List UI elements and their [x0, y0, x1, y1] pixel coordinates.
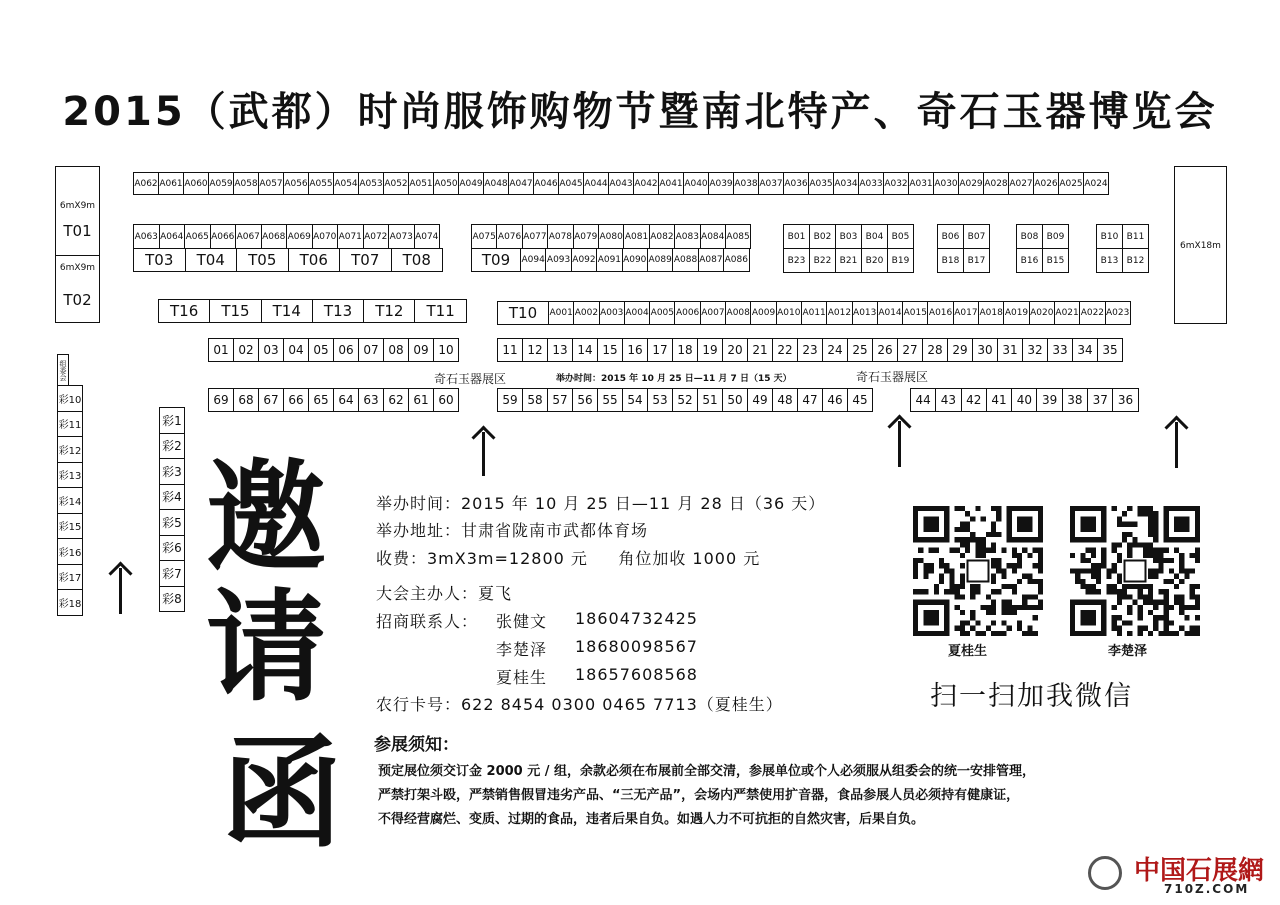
stall-16[interactable]: 16 [622, 338, 648, 362]
stall-51[interactable]: 51 [697, 388, 723, 412]
booth-a074[interactable]: A074 [414, 224, 441, 249]
booth-large-right [1174, 166, 1227, 324]
stall-05[interactable]: 05 [308, 338, 334, 362]
stall-24[interactable]: 24 [822, 338, 848, 362]
stall-40[interactable]: 40 [1011, 388, 1037, 412]
booth-a033[interactable]: A033 [858, 172, 884, 195]
booth-t09[interactable]: T09 [471, 248, 521, 272]
booth-a032[interactable]: A032 [883, 172, 909, 195]
booth-row [498, 301, 1131, 325]
contact-phone-1: 18604732425 [575, 609, 698, 628]
stall-45[interactable]: 45 [847, 388, 873, 412]
booth-a018[interactable]: A018 [978, 301, 1004, 325]
stall-06[interactable]: 06 [333, 338, 359, 362]
contact-phone-3: 18657608568 [575, 665, 698, 684]
booth-a082[interactable]: A082 [649, 224, 675, 249]
stall-row [498, 388, 873, 412]
booth-a063[interactable]: A063 [133, 224, 160, 249]
stall-row [209, 338, 459, 362]
watermark-url: 710Z.COM [1164, 882, 1250, 896]
booth-t07[interactable]: T07 [339, 248, 392, 272]
booth-b18[interactable]: B18 [937, 248, 964, 273]
stall-28[interactable]: 28 [922, 338, 948, 362]
stall-61[interactable]: 61 [408, 388, 434, 412]
contact-name-1: 张健文 [496, 612, 548, 631]
booth-b10[interactable]: B10 [1096, 224, 1123, 249]
booth-a090[interactable]: A090 [622, 248, 648, 272]
stall-03[interactable]: 03 [258, 338, 284, 362]
stall-59[interactable]: 59 [497, 388, 523, 412]
booth-b11[interactable]: B11 [1122, 224, 1149, 249]
color-booth-彩1[interactable]: 彩1 [159, 407, 185, 434]
stall-42[interactable]: 42 [961, 388, 987, 412]
stall-44[interactable]: 44 [910, 388, 936, 412]
booth-t16[interactable]: T16 [158, 299, 210, 323]
stone-logo-icon [1088, 856, 1122, 890]
stall-34[interactable]: 34 [1072, 338, 1098, 362]
booth-a068[interactable]: A068 [261, 224, 288, 249]
booth-a071[interactable]: A071 [337, 224, 364, 249]
stall-35[interactable]: 35 [1097, 338, 1123, 362]
stall-54[interactable]: 54 [622, 388, 648, 412]
booth-a007[interactable]: A007 [700, 301, 726, 325]
info-host: 大会主办人：夏飞 [376, 584, 513, 603]
contact-phone-2: 18680098567 [575, 637, 698, 656]
color-booth-彩3[interactable]: 彩3 [159, 458, 185, 485]
booth-a064[interactable]: A064 [159, 224, 186, 249]
booth-a072[interactable]: A072 [363, 224, 390, 249]
contact-name-3: 夏桂生 [496, 668, 548, 687]
info-contact-label: 招商联系人： [376, 612, 479, 631]
stall-08[interactable]: 08 [383, 338, 409, 362]
color-booth-彩5[interactable]: 彩5 [159, 509, 185, 536]
booth-a025[interactable]: A025 [1058, 172, 1084, 195]
qr-caption: 扫一扫加我微信 [930, 681, 1133, 712]
stall-58[interactable]: 58 [522, 388, 548, 412]
booth-a053[interactable]: A053 [358, 172, 384, 195]
booth-a094[interactable]: A094 [520, 248, 546, 272]
stall-02[interactable]: 02 [233, 338, 259, 362]
color-booth-彩12[interactable]: 彩12 [57, 436, 83, 463]
stall-22[interactable]: 22 [772, 338, 798, 362]
stall-53[interactable]: 53 [647, 388, 673, 412]
stall-row [209, 388, 459, 412]
booth-a041[interactable]: A041 [658, 172, 684, 195]
booth-a022[interactable]: A022 [1079, 301, 1105, 325]
color-booth-彩18[interactable]: 彩18 [57, 589, 83, 616]
stall-15[interactable]: 15 [597, 338, 623, 362]
booth-a040[interactable]: A040 [683, 172, 709, 195]
stall-row [498, 338, 1123, 362]
stall-48[interactable]: 48 [772, 388, 798, 412]
booth-b07[interactable]: B07 [963, 224, 990, 249]
booth-b03[interactable]: B03 [835, 224, 862, 249]
stall-52[interactable]: 52 [672, 388, 698, 412]
booth-b16[interactable]: B16 [1016, 248, 1043, 273]
booth-t03[interactable]: T03 [133, 248, 186, 272]
booth-t05[interactable]: T05 [236, 248, 289, 272]
zone-label-left: 奇石玉器展区 [434, 372, 507, 386]
qr-code-1[interactable] [913, 506, 1043, 636]
stall-56[interactable]: 56 [572, 388, 598, 412]
stall-20[interactable]: 20 [722, 338, 748, 362]
booth-a067[interactable]: A067 [235, 224, 262, 249]
stall-67[interactable]: 67 [258, 388, 284, 412]
arrow-up-icon [1175, 422, 1178, 468]
stall-19[interactable]: 19 [697, 338, 723, 362]
booth-a016[interactable]: A016 [927, 301, 953, 325]
booth-a093[interactable]: A093 [545, 248, 571, 272]
booth-a089[interactable]: A089 [647, 248, 673, 272]
booth-b02[interactable]: B02 [809, 224, 836, 249]
b-group-1-bottom [784, 248, 914, 273]
booth-b04[interactable]: B04 [861, 224, 888, 249]
booth-a092[interactable]: A092 [571, 248, 597, 272]
stall-26[interactable]: 26 [872, 338, 898, 362]
booth-a055[interactable]: A055 [308, 172, 334, 195]
booth-a091[interactable]: A091 [596, 248, 622, 272]
booth-a050[interactable]: A050 [433, 172, 459, 195]
booth-t01-t02-box [55, 166, 100, 323]
notice-line-2: 严禁打架斗殴，严禁销售假冒违劣产品、“三无产品”，会场内严禁使用扩音器，食品参展人员必须持有健康证， [378, 788, 1020, 803]
page-title: 2015（武都）时尚服饰购物节暨南北特产、奇石玉器博览会 [62, 89, 1218, 135]
booth-a051[interactable]: A051 [408, 172, 434, 195]
booth-a065[interactable]: A065 [184, 224, 211, 249]
booth-a034[interactable]: A034 [833, 172, 859, 195]
large-booth-size: 6mX18m [1180, 241, 1221, 251]
booth-b20[interactable]: B20 [861, 248, 888, 273]
qr-code-2[interactable] [1070, 506, 1200, 636]
contact-name-2: 李楚泽 [496, 640, 548, 659]
qr-name-2: 李楚泽 [1108, 644, 1148, 659]
notice-heading: 参展须知： [374, 735, 459, 755]
stall-18[interactable]: 18 [672, 338, 698, 362]
booth-a070[interactable]: A070 [312, 224, 339, 249]
booth-a021[interactable]: A021 [1054, 301, 1080, 325]
color-booth-彩11[interactable]: 彩11 [57, 411, 83, 438]
booth-a006[interactable]: A006 [674, 301, 700, 325]
stall-66[interactable]: 66 [283, 388, 309, 412]
stall-21[interactable]: 21 [747, 338, 773, 362]
booth-a031[interactable]: A031 [908, 172, 934, 195]
stall-49[interactable]: 49 [747, 388, 773, 412]
booth-row [472, 248, 750, 272]
booth-a061[interactable]: A061 [158, 172, 184, 195]
b-group-4-top [1097, 224, 1149, 249]
stall-25[interactable]: 25 [847, 338, 873, 362]
stall-55[interactable]: 55 [597, 388, 623, 412]
booth-a085[interactable]: A085 [725, 224, 751, 249]
booth-a069[interactable]: A069 [286, 224, 313, 249]
booth-a084[interactable]: A084 [700, 224, 726, 249]
t02-size: 6mX9m [59, 263, 96, 273]
booth-t14[interactable]: T14 [261, 299, 313, 323]
booth-a047[interactable]: A047 [508, 172, 534, 195]
watermark-text: 中国石展網 [1134, 856, 1265, 886]
booth-b21[interactable]: B21 [835, 248, 862, 273]
booth-a062[interactable]: A062 [133, 172, 159, 195]
invite-char-2: 请 [206, 577, 326, 718]
booth-a037[interactable]: A037 [758, 172, 784, 195]
booth-a049[interactable]: A049 [458, 172, 484, 195]
committee-booth[interactable]: 组委会 [57, 354, 69, 386]
info-time: 举办时间：2015 年 10 月 25 日—11 月 28 日（36 天） [376, 494, 826, 513]
info-address: 举办地址：甘肃省陇南市武都体育场 [376, 521, 649, 540]
booth-a086[interactable]: A086 [723, 248, 749, 272]
booth-a035[interactable]: A035 [808, 172, 834, 195]
booth-a005[interactable]: A005 [649, 301, 675, 325]
booth-t12[interactable]: T12 [363, 299, 415, 323]
invite-char-1: 邀 [206, 447, 326, 588]
stall-62[interactable]: 62 [383, 388, 409, 412]
stall-14[interactable]: 14 [572, 338, 598, 362]
booth-a026[interactable]: A026 [1033, 172, 1059, 195]
stall-46[interactable]: 46 [822, 388, 848, 412]
booth-a080[interactable]: A080 [598, 224, 624, 249]
stall-27[interactable]: 27 [897, 338, 923, 362]
stall-17[interactable]: 17 [647, 338, 673, 362]
stall-11[interactable]: 11 [497, 338, 523, 362]
stall-09[interactable]: 09 [408, 338, 434, 362]
booth-a043[interactable]: A043 [608, 172, 634, 195]
b-group-1-top [784, 224, 914, 249]
booth-a073[interactable]: A073 [388, 224, 415, 249]
stall-row [911, 388, 1139, 412]
booth-b13[interactable]: B13 [1096, 248, 1123, 273]
booth-t02: T02 [63, 291, 92, 309]
color-booth-彩15[interactable]: 彩15 [57, 513, 83, 540]
booth-a045[interactable]: A045 [558, 172, 584, 195]
booth-a081[interactable]: A081 [623, 224, 649, 249]
stall-13[interactable]: 13 [547, 338, 573, 362]
booth-a001[interactable]: A001 [548, 301, 574, 325]
booth-a054[interactable]: A054 [333, 172, 359, 195]
booth-a011[interactable]: A011 [801, 301, 827, 325]
booth-b09[interactable]: B09 [1042, 224, 1069, 249]
booth-row [134, 248, 443, 272]
color-booth-彩4[interactable]: 彩4 [159, 484, 185, 511]
booth-a046[interactable]: A046 [533, 172, 559, 195]
booth-t11[interactable]: T11 [414, 299, 466, 323]
notice-line-3: 不得经营腐烂、变质、过期的食品，违者后果自负。如遇人力不可抗拒的自然灾害，后果自负。 [378, 812, 925, 827]
stall-64[interactable]: 64 [333, 388, 359, 412]
stall-23[interactable]: 23 [797, 338, 823, 362]
color-booth-彩10[interactable]: 彩10 [57, 385, 83, 412]
booth-t04[interactable]: T04 [185, 248, 238, 272]
booth-a030[interactable]: A030 [933, 172, 959, 195]
color-booth-彩14[interactable]: 彩14 [57, 487, 83, 514]
booth-a029[interactable]: A029 [958, 172, 984, 195]
stall-68[interactable]: 68 [233, 388, 259, 412]
booth-t15[interactable]: T15 [209, 299, 261, 323]
booth-row [472, 224, 751, 249]
booth-a010[interactable]: A010 [776, 301, 802, 325]
stall-60[interactable]: 60 [433, 388, 459, 412]
booth-b23[interactable]: B23 [783, 248, 810, 273]
stall-12[interactable]: 12 [522, 338, 548, 362]
booth-a044[interactable]: A044 [583, 172, 609, 195]
stall-47[interactable]: 47 [797, 388, 823, 412]
stall-69[interactable]: 69 [208, 388, 234, 412]
stall-04[interactable]: 04 [283, 338, 309, 362]
qr-name-1: 夏桂生 [948, 644, 988, 659]
booth-a059[interactable]: A059 [208, 172, 234, 195]
booth-b15[interactable]: B15 [1042, 248, 1069, 273]
booth-a042[interactable]: A042 [633, 172, 659, 195]
stall-43[interactable]: 43 [935, 388, 961, 412]
booth-a076[interactable]: A076 [496, 224, 522, 249]
b-group-3-bottom [1017, 248, 1069, 273]
color-booth-彩2[interactable]: 彩2 [159, 433, 185, 460]
stall-50[interactable]: 50 [722, 388, 748, 412]
info-fee: 收费：3mX3m=12800 元 角位加收 1000 元 [376, 549, 761, 568]
booth-a024[interactable]: A024 [1083, 172, 1109, 195]
booth-b08[interactable]: B08 [1016, 224, 1043, 249]
stall-07[interactable]: 07 [358, 338, 384, 362]
booth-a083[interactable]: A083 [674, 224, 700, 249]
booth-a003[interactable]: A003 [599, 301, 625, 325]
booth-t06[interactable]: T06 [288, 248, 341, 272]
side-booths-mid [159, 408, 185, 612]
booth-a008[interactable]: A008 [725, 301, 751, 325]
color-booth-彩6[interactable]: 彩6 [159, 535, 185, 562]
stall-32[interactable]: 32 [1022, 338, 1048, 362]
booth-a058[interactable]: A058 [233, 172, 259, 195]
booth-a057[interactable]: A057 [258, 172, 284, 195]
b-group-3-top [1017, 224, 1069, 249]
booth-b19[interactable]: B19 [887, 248, 914, 273]
booth-a052[interactable]: A052 [383, 172, 409, 195]
booth-a087[interactable]: A087 [698, 248, 724, 272]
color-booth-彩7[interactable]: 彩7 [159, 560, 185, 587]
booth-a020[interactable]: A020 [1029, 301, 1055, 325]
booth-row [159, 299, 467, 323]
booth-a077[interactable]: A077 [522, 224, 548, 249]
booth-a002[interactable]: A002 [573, 301, 599, 325]
booth-row [134, 224, 440, 249]
zone-label-right: 奇石玉器展区 [856, 370, 929, 384]
booth-a078[interactable]: A078 [547, 224, 573, 249]
watermark-logo [1088, 850, 1274, 900]
stall-39[interactable]: 39 [1036, 388, 1062, 412]
booth-t13[interactable]: T13 [312, 299, 364, 323]
mid-date-label: 举办时间：2015 年 10 月 25 日—11 月 7 日（15 天） [556, 374, 792, 384]
stall-57[interactable]: 57 [547, 388, 573, 412]
b-group-2-bottom [938, 248, 990, 273]
stall-36[interactable]: 36 [1112, 388, 1138, 412]
t01-size: 6mX9m [59, 201, 96, 211]
booth-b05[interactable]: B05 [887, 224, 914, 249]
stall-29[interactable]: 29 [947, 338, 973, 362]
stall-37[interactable]: 37 [1087, 388, 1113, 412]
booth-t08[interactable]: T08 [391, 248, 444, 272]
color-booth-彩8[interactable]: 彩8 [159, 586, 185, 613]
booth-b01[interactable]: B01 [783, 224, 810, 249]
booth-a019[interactable]: A019 [1003, 301, 1029, 325]
stall-65[interactable]: 65 [308, 388, 334, 412]
color-booth-彩16[interactable]: 彩16 [57, 538, 83, 565]
arrow-up-icon [898, 421, 901, 467]
color-booth-彩17[interactable]: 彩17 [57, 564, 83, 591]
stall-63[interactable]: 63 [358, 388, 384, 412]
stall-30[interactable]: 30 [972, 338, 998, 362]
b-group-4-bottom [1097, 248, 1149, 273]
booth-a004[interactable]: A004 [624, 301, 650, 325]
booth-b22[interactable]: B22 [809, 248, 836, 273]
stall-31[interactable]: 31 [997, 338, 1023, 362]
info-bank-card: 农行卡号：622 8454 0300 0465 7713（夏桂生） [376, 695, 783, 714]
stall-41[interactable]: 41 [986, 388, 1012, 412]
booth-a056[interactable]: A056 [283, 172, 309, 195]
booth-t10[interactable]: T10 [497, 301, 549, 325]
booth-a036[interactable]: A036 [783, 172, 809, 195]
booth-a023[interactable]: A023 [1105, 301, 1131, 325]
stall-38[interactable]: 38 [1062, 388, 1088, 412]
booth-t01: T01 [63, 222, 92, 240]
booth-a014[interactable]: A014 [877, 301, 903, 325]
booth-a013[interactable]: A013 [852, 301, 878, 325]
booth-a079[interactable]: A079 [573, 224, 599, 249]
arrow-up-icon [119, 568, 122, 614]
color-booth-彩13[interactable]: 彩13 [57, 462, 83, 489]
side-booths-left [57, 355, 83, 616]
booth-a048[interactable]: A048 [483, 172, 509, 195]
invite-char-3: 函 [222, 723, 342, 864]
notice-line-1: 预定展位须交订金 2000 元 / 组，余款必须在布展前全部交清，参展单位或个人必须服从组委会的统一安排管理， [378, 764, 1036, 779]
booth-a039[interactable]: A039 [708, 172, 734, 195]
stall-10[interactable]: 10 [433, 338, 459, 362]
stall-01[interactable]: 01 [208, 338, 234, 362]
booth-b06[interactable]: B06 [937, 224, 964, 249]
booth-a038[interactable]: A038 [733, 172, 759, 195]
booth-a075[interactable]: A075 [471, 224, 497, 249]
booth-a088[interactable]: A088 [672, 248, 698, 272]
booth-a012[interactable]: A012 [826, 301, 852, 325]
booth-a017[interactable]: A017 [953, 301, 979, 325]
booth-row [134, 172, 1109, 195]
booth-a028[interactable]: A028 [983, 172, 1009, 195]
stall-33[interactable]: 33 [1047, 338, 1073, 362]
booth-a015[interactable]: A015 [902, 301, 928, 325]
booth-a009[interactable]: A009 [750, 301, 776, 325]
b-group-2-top [938, 224, 990, 249]
booth-b17[interactable]: B17 [963, 248, 990, 273]
booth-a027[interactable]: A027 [1008, 172, 1034, 195]
arrow-up-icon [482, 432, 485, 476]
booth-a060[interactable]: A060 [183, 172, 209, 195]
booth-a066[interactable]: A066 [210, 224, 237, 249]
booth-b12[interactable]: B12 [1122, 248, 1149, 273]
